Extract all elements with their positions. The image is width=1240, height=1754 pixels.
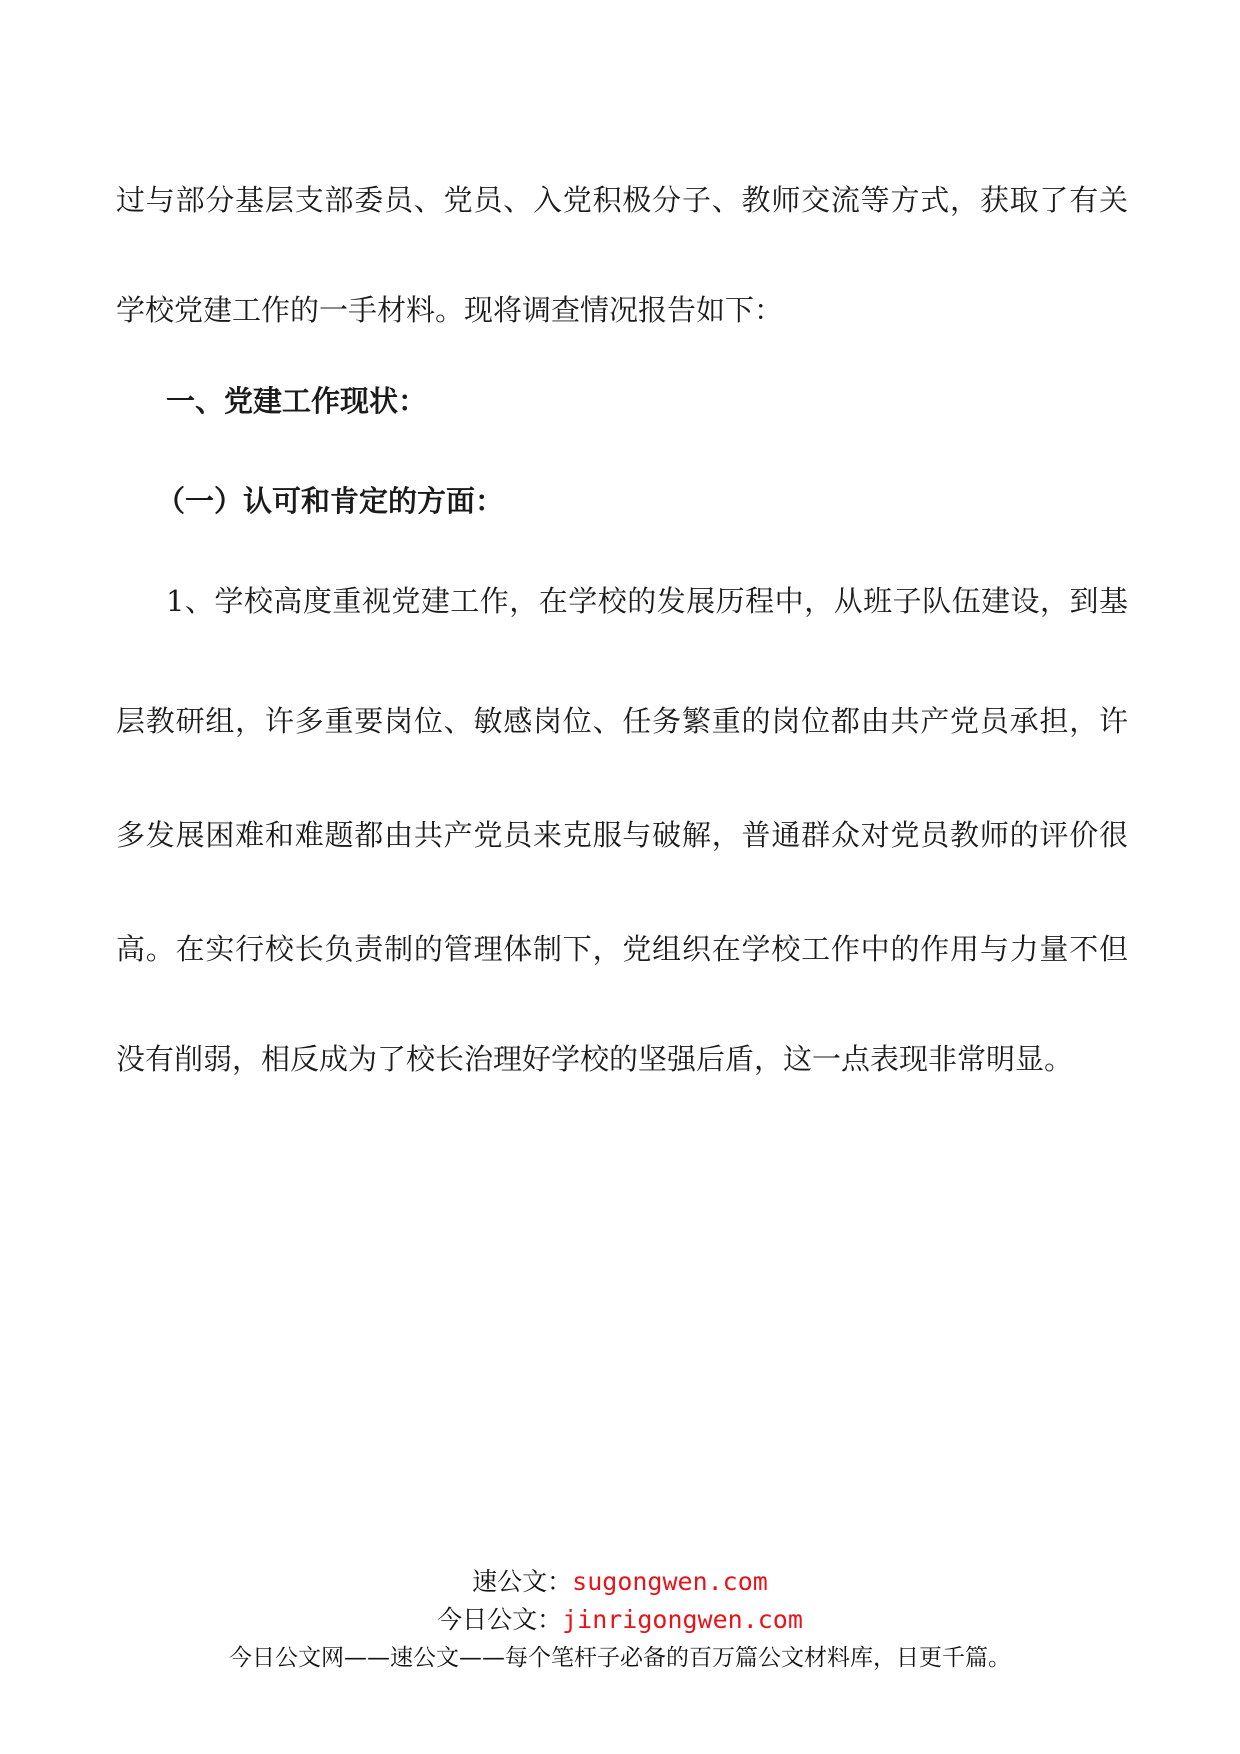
footer-jinrigongwen-link[interactable]: jinrigongwen.com xyxy=(562,1605,803,1634)
subsection-heading: （一）认可和肯定的方面： xyxy=(156,484,505,518)
intro-line-2: 学校党建工作的一手材料。现将调查情况报告如下： xyxy=(116,293,784,327)
footer-jinrigongwen-label: 今日公文： xyxy=(437,1605,563,1634)
intro-line-1: 过与部分基层支部委员、党员、入党积极分子、教师交流等方式，获取了有关 xyxy=(116,183,1128,217)
paragraph-line-4: 高。在实行校长负责制的管理体制下，党组织在学校工作中的作用与力量不但 xyxy=(116,932,1128,966)
footer-sugongwen-link[interactable]: sugongwen.com xyxy=(572,1567,768,1596)
paragraph-line-5: 没有削弱，相反成为了校长治理好学校的坚强后盾，这一点表现非常明显。 xyxy=(116,1042,1074,1076)
footer-tagline: 今日公文网——速公文——每个笔杆子必备的百万篇公文材料库，日更千篇。 xyxy=(229,1645,1011,1671)
section-heading: 一、党建工作现状： xyxy=(166,384,428,418)
footer-sugongwen xyxy=(0,1565,1240,1599)
paragraph-line-2: 层教研组，许多重要岗位、敏感岗位、任务繁重的岗位都由共产党员承担，许 xyxy=(116,704,1128,738)
footer-jinrigongwen xyxy=(0,1603,1240,1637)
footer-sugongwen-label: 速公文： xyxy=(472,1567,573,1596)
paragraph-line-3: 多发展困难和难题都由共产党员来克服与破解，普通群众对党员教师的评价很 xyxy=(116,818,1128,852)
paragraph-line-1: 1、学校高度重视党建工作，在学校的发展历程中，从班子队伍建设，到基 xyxy=(166,584,1128,618)
